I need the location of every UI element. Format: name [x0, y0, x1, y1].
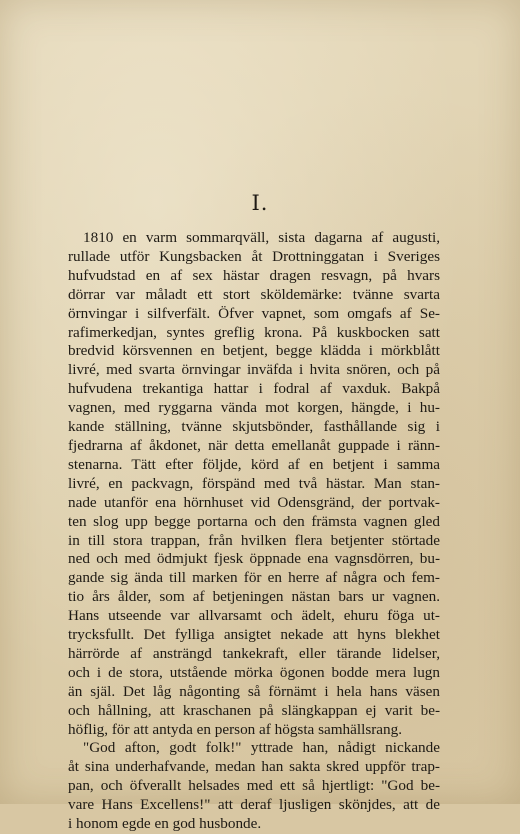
text-line: fjedrarna af åkdonet, när detta emellanåt guppade i ränn-	[68, 436, 440, 454]
text-line: 1810 en varm sommarqväll, sista dagarna af augusti,	[83, 229, 440, 246]
body-text	[68, 229, 440, 834]
text-line: örnvingar i silfverfält. Öfver vapnet, som omgafs af Se-	[68, 304, 440, 322]
text-line: rafimerkedjan, syntes greflig krona. På kuskbocken satt	[68, 323, 440, 341]
text-line: gande sig ända till marken för en herre af några och fem-	[68, 569, 440, 587]
text-line: kande ställning, tvänne skjutsbönder, fasthållande sig i	[68, 418, 440, 436]
text-line: ten slog upp begge portarna och den främsta vagnen gled	[68, 512, 440, 530]
text-line: "God afton, godt folk!" yttrade han, nådigt nickande	[83, 739, 440, 757]
text-line: ned och med ödmjukt fjesk öppnade ena vagnsdörren, bu-	[68, 550, 440, 568]
text-line: vagnen, med ryggarna vända mot korgen, hängde, i hu-	[68, 399, 440, 417]
text-line: dörrar var måladt ett stort sköldemärke: tvänne svarta	[68, 285, 440, 303]
text-line: vare Hans Excellens!" att deraf ljusligen skönjdes, att de	[68, 796, 440, 814]
text-line: livré, med svarta örnvingar inväfda i hvita snören, och på	[68, 361, 440, 379]
text-line: bredvid körsvennen en betjent, begge klädda i mörkblått	[68, 342, 440, 360]
text-line: åt sina underhafvande, medan han sakta skred uppför trap-	[68, 758, 440, 776]
chapter-heading: I.	[251, 191, 269, 215]
text-line: och i de stora, utstående mörka ögonen bodde mera lugn	[68, 663, 440, 681]
text-line: härrörde af ansträngd tankekraft, eller tärande lidelser,	[68, 644, 440, 662]
text-line: in till stora trappan, från hvilken flera betjenter störtade	[68, 531, 440, 549]
text-line: hufvudena trekantiga hattar i fodral af vaxduk. Bakpå	[68, 380, 440, 398]
text-line: och hållning, att kraschanen på slängkappan ej varit be-	[68, 701, 440, 719]
text-line: hufvudstad en af sex hästar dragen resvagn, på hvars	[68, 266, 440, 284]
text-line: rullade utför Kungsbacken åt Drottninggatan i Sveriges	[68, 247, 440, 265]
text-line: livré, en packvagn, förspänd med två hästar. Man stan-	[68, 474, 440, 492]
text-line: pan, och öfverallt helsades med ett så hjertligt: "God be-	[68, 777, 440, 795]
text-line: trycksfullt. Det fylliga ansigtet nekade att hyns blekhet	[68, 626, 440, 644]
text-line: nade utanför ena hörnhuset vid Odensgränd, der portvak-	[68, 493, 440, 511]
text-line: i honom egde en god husbonde.	[68, 815, 262, 833]
text-line: stenarna. Tätt efter följde, körd af en betjent i samma	[68, 455, 440, 473]
text-line: tio års ålder, som af betjeningen nästan bars ur vagnen.	[68, 588, 440, 606]
text-line: än själ. Det låg någonting så förnämt i hela hans väsen	[68, 682, 440, 700]
text-line: höflig, för att antyda en person af högsta samhällsrang.	[68, 720, 403, 738]
text-line: Hans utseende var allvarsamt och ädelt, ehuru föga ut-	[68, 607, 440, 625]
